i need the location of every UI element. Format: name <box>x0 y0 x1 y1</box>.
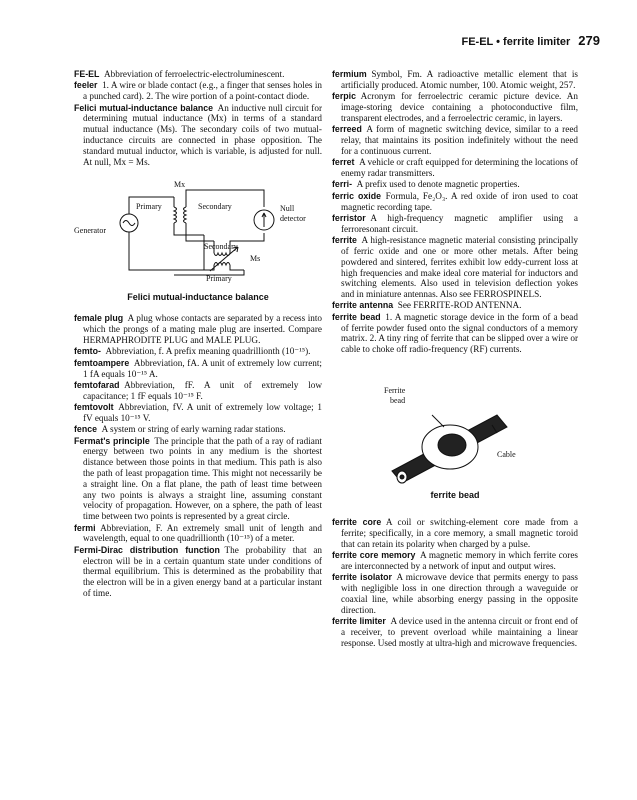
dictionary-entry <box>74 523 322 545</box>
entry-term: fermi <box>74 522 96 533</box>
dictionary-entry <box>74 358 322 380</box>
entry-definition: A form of magnetic switching device, similar to a reed relay, that maintains its position indefinitely without the need for a continuous current. <box>341 124 578 156</box>
entry-term: ferrite <box>332 235 357 246</box>
entry-definition: A microwave device that permits energy to pass with negligible loss in one direction through a waveguide or coaxial line, while absorbing energy passing in the opposite direction. <box>341 572 578 615</box>
entry-definition: Abbreviation, f. A prefix meaning quadrillionth (10⁻¹⁵). <box>105 346 311 357</box>
entry-definition: Acronym for ferroelectric ceramic picture device. An image-storing device containing a photoconductive film, transparent electrodes, and a ferroelectric ceramic, in layers. <box>341 91 578 123</box>
entry-definition: A system or string of early warning radar stations. <box>101 424 286 435</box>
label-null: Null <box>280 204 295 214</box>
label-ferrite: Ferrite <box>384 386 406 396</box>
entry-definition: 1. A wire or blade contact (e.g., a finger that senses holes in a punched card). 2. The wire portion of a point-contact diode. <box>83 80 322 102</box>
entry-definition: 1. A magnetic storage device in the form of a bead of ferrite powder fused onto the signal conductors of a memory matrix. 2. A tiny ring of ferrite that can be slipped over a wire or cable to choke off radio-frequency (RF) currents. <box>341 311 578 355</box>
entry-term: fence <box>74 424 97 435</box>
entry-definition: Abbreviation, fA. A unit of extremely low current; 1 fA equals 10⁻¹⁵ A. <box>83 357 322 379</box>
label-secondary-bottom: Secondary <box>204 242 238 252</box>
dictionary-entry <box>74 80 322 102</box>
label-bead: bead <box>390 396 406 406</box>
figure-felici-balance <box>74 175 322 305</box>
dictionary-entry <box>74 380 322 402</box>
entry-term: ferristor <box>332 212 366 223</box>
figure-caption: Felici mutual-inductance balance <box>127 292 269 303</box>
entry-term: ferric oxide <box>332 190 382 201</box>
dictionary-entry <box>332 616 578 648</box>
label-mx: Mx <box>174 180 186 190</box>
entry-definition: A high-resistance magnetic material consisting principally of ferric oxide and one or more other metals. After being powdered and sintered, ferrites exhibit low eddy-current loss at high frequencies and make ideal core material for inductors and switching elements. Also used in television deflection yokes and in miniature antennas. Also see FERROSPINELS. <box>341 235 578 300</box>
dictionary-entry <box>74 402 322 424</box>
ferrite-bead-drawing <box>332 375 578 485</box>
dictionary-entry <box>332 572 578 615</box>
entry-definition: See FERRITE-ROD ANTENNA. <box>397 300 522 311</box>
dictionary-entry <box>332 124 578 156</box>
entry-term: ferrite core memory <box>332 550 416 561</box>
entry-list <box>332 517 578 648</box>
dictionary-entry <box>74 424 322 435</box>
dictionary-entry <box>332 69 578 91</box>
entry-definition: A coil or switching-element core made from a ferrite; specifically, in a core memory, a small magnetic toroid that can retain its polarity when charged by a pulse. <box>341 517 578 549</box>
entry-definition: A magnetic memory in which ferrite cores are interconnected by a network of input and output wires. <box>341 550 578 571</box>
entry-definition: Abbreviation of ferroelectric-electroluminescent. <box>104 69 285 79</box>
label-generator: Generator <box>74 226 106 236</box>
mx-secondary-coil <box>184 207 187 223</box>
entry-list <box>332 69 578 355</box>
dictionary-entry <box>74 313 322 345</box>
entry-list <box>74 69 322 167</box>
entry-term: FE-EL <box>74 69 100 79</box>
entry-term: ferrite limiter <box>332 616 386 627</box>
figure-caption: ferrite bead <box>430 490 480 501</box>
entry-definition: A device used in the antenna circuit or front end of a receiver, to prevent overload while maintaining a linear response. Used mostly at ultra-high and microwave frequencies. <box>341 616 578 648</box>
entry-term: femto- <box>74 346 101 357</box>
entry-term: ferrite bead <box>332 311 381 322</box>
entry-definition: An inductive null circuit for determining mutual inductance (Mx) in terms of a standard mutual inductance (Ms). The secondary coils of two mutual-inductance circuits are connected in phase opposition. The standard mutual inductor, which is variable, is adjusted for null. At null, Mx = Ms. <box>83 102 323 167</box>
entry-term: femtovolt <box>74 402 114 413</box>
entry-definition: A prefix used to denote magnetic properties. <box>356 179 520 190</box>
entry-definition: A vehicle or craft equipped for determining the locations of enemy radar transmitters. <box>341 157 578 178</box>
dictionary-entry <box>74 545 322 599</box>
entry-term: femtofarad <box>74 379 120 390</box>
dictionary-entry <box>74 436 322 522</box>
entry-term: ferret <box>332 157 355 168</box>
entry-term: ferrite core <box>332 517 382 528</box>
felici-circuit-diagram <box>74 175 322 287</box>
page-number: 279 <box>578 33 600 48</box>
entry-term: femtoampere <box>74 357 130 368</box>
dictionary-entry <box>332 157 578 179</box>
entry-definition: The principle that the path of a ray of radiant energy between two points in any medium is the shortest distance between those points in that medium. This path is also the path of least propagation time. This might not necessarily be a straight line. On a flat plane, the path of least time between any two points is always a straight line, assuming constant velocity of propagation. However, on a sphere, the path of least time between two points is represented by a great circle. <box>83 435 322 522</box>
header-title: FE-EL • ferrite limiter <box>461 36 571 48</box>
running-header <box>0 33 600 48</box>
dictionary-entry <box>74 103 322 168</box>
entry-term: Fermi-Dirac distribution function <box>74 544 220 555</box>
dictionary-entry <box>332 179 578 190</box>
label-primary-bottom: Primary <box>206 274 232 284</box>
entry-term: ferrite antenna <box>332 300 394 311</box>
entry-term: feeler <box>74 80 98 91</box>
right-column <box>332 69 578 649</box>
entry-term: fermium <box>332 69 367 79</box>
entry-definition: Abbreviation, F. An extremely small unit of length and wavelength, equal to one quadrillionth (10⁻¹⁵) of a meter. <box>83 522 322 544</box>
entry-term: ferpic <box>332 91 356 102</box>
label-detector: detector <box>280 214 306 224</box>
entry-definition: Abbreviation, fF. A unit of extremely low capacitance; 1 fF equals 10⁻¹⁵ F. <box>83 379 322 401</box>
dictionary-entry <box>332 550 578 572</box>
dictionary-entry <box>332 235 578 300</box>
entry-term: ferri- <box>332 179 353 190</box>
entry-definition: Formula, Fe₂O₃. A red oxide of iron used to coat magnetic recording tape. <box>341 190 578 212</box>
ms-secondary-coil <box>214 253 230 256</box>
label-primary-top: Primary <box>136 202 162 212</box>
dictionary-entry <box>332 91 578 123</box>
entry-term: ferreed <box>332 124 362 135</box>
mx-primary-coil <box>174 207 177 223</box>
entry-definition: Symbol, Fm. A radioactive metallic element that is artificially produced. Atomic number, 100. Atomic weight, 257. <box>341 69 578 90</box>
label-ms: Ms <box>250 254 261 264</box>
label-secondary-top: Secondary <box>198 202 232 212</box>
entry-term: ferrite isolator <box>332 572 392 583</box>
dictionary-entry <box>332 191 578 213</box>
figure-ferrite-bead <box>332 375 578 505</box>
entry-term: Fermat's principle <box>74 435 150 446</box>
dictionary-entry <box>332 517 578 549</box>
dictionary-entry <box>74 346 322 357</box>
dictionary-entry <box>332 213 578 235</box>
entry-definition: A plug whose contacts are separated by a recess into which the prongs of a mating male plug are inserted. Compare HERMAPHRODITE PLUG and MALE PLUG. <box>83 313 322 345</box>
entry-definition: The probability that an electron will be in a certain quantum state under conditions of thermal equilibrium. This is determined as the probability that the electron will be in a given energy band at a particular instant of time. <box>83 544 322 599</box>
entry-list <box>74 313 322 598</box>
left-column <box>74 69 322 599</box>
dictionary-entry <box>332 312 578 355</box>
label-cable: Cable <box>497 450 516 460</box>
dictionary-entry <box>332 300 578 311</box>
entry-definition: A high-frequency magnetic amplifier using a ferroresonant circuit. <box>341 212 578 234</box>
entry-term: female plug <box>74 313 124 324</box>
dictionary-entry <box>74 69 322 80</box>
entry-definition: Abbreviation, fV. A unit of extremely low voltage; 1 fV equals 10⁻¹⁵ V. <box>83 402 322 423</box>
entry-term: Felici mutual-inductance balance <box>74 102 214 113</box>
ms-primary-coil <box>214 263 230 266</box>
